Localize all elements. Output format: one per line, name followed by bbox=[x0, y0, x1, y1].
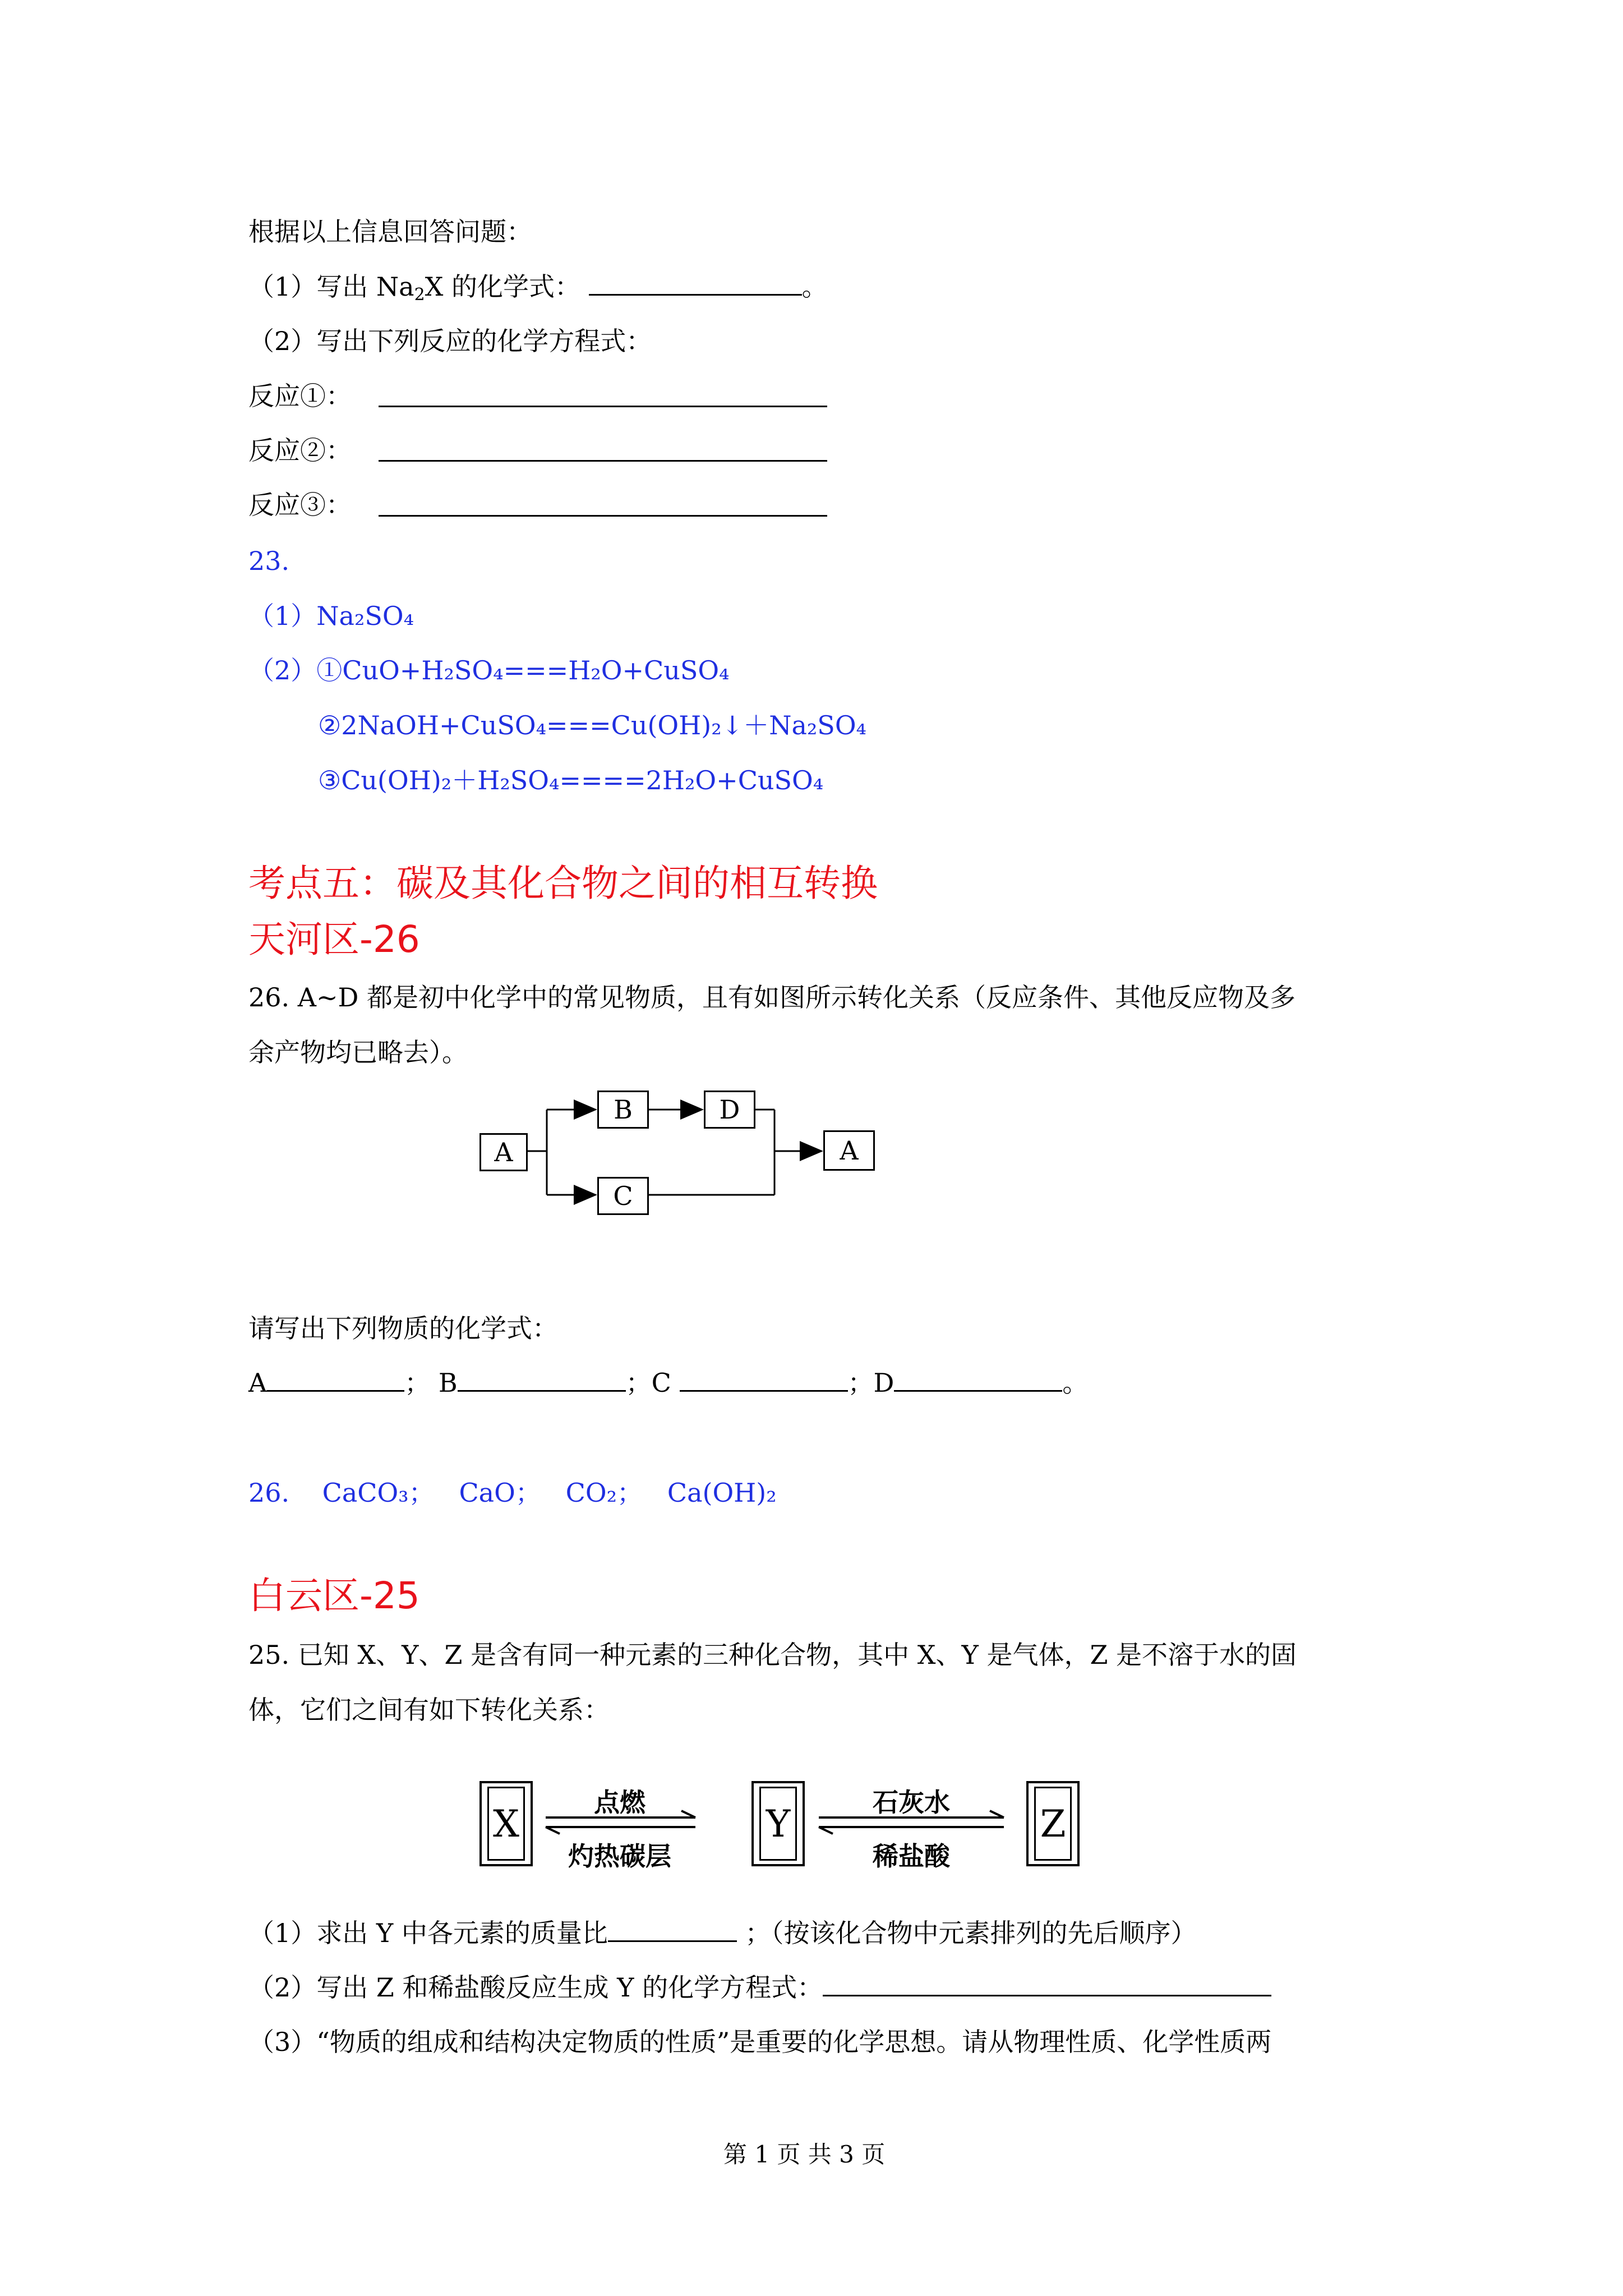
node-a-right: A bbox=[823, 1130, 875, 1171]
label-hot-carbon: 灼热碳层 bbox=[568, 1841, 671, 1871]
answer-23-part2-eq1: （2）①CuO+H₂SO₄===H₂O+CuSO₄ bbox=[248, 655, 730, 685]
node-a-left: A bbox=[479, 1133, 528, 1171]
q22-part2: （2）写出下列反应的化学方程式： bbox=[248, 326, 652, 356]
reaction-3-label: 反应③： bbox=[248, 490, 352, 520]
page-footer: 第 1 页 共 3 页 bbox=[723, 2141, 886, 2168]
q25-text-line1: 25. 已知 X、Y、Z 是含有同一种元素的三种化合物，其中 X、Y 是气体，Z 是不溶于水的固 bbox=[248, 1640, 1297, 1670]
node-d: D bbox=[704, 1091, 755, 1129]
answer-23-number: 23. bbox=[248, 546, 290, 576]
district-heading-baiyun: 白云区-25 bbox=[248, 1574, 420, 1617]
reaction-2-blank[interactable] bbox=[379, 460, 827, 462]
label-limewater: 石灰水 bbox=[873, 1787, 950, 1818]
blank-b[interactable] bbox=[458, 1368, 626, 1392]
reaction-1-label: 反应①： bbox=[248, 381, 352, 411]
node-y: Y bbox=[751, 1781, 805, 1866]
q26-text-line2: 余产物均已略去）。 bbox=[248, 1037, 468, 1068]
node-b: B bbox=[597, 1091, 649, 1129]
district-heading-tianhe: 天河区-26 bbox=[248, 918, 420, 961]
section-title: 考点五：碳及其化合物之间的相互转换 bbox=[248, 862, 878, 905]
q25-text-line2: 体，它们之间有如下转化关系： bbox=[248, 1695, 610, 1725]
node-x: X bbox=[479, 1781, 533, 1866]
reaction-1-blank[interactable] bbox=[379, 406, 827, 407]
node-c: C bbox=[597, 1177, 649, 1215]
q26-ask: 请写出下列物质的化学式： bbox=[248, 1313, 558, 1343]
node-z: Z bbox=[1026, 1781, 1080, 1866]
mass-ratio-blank[interactable] bbox=[608, 1918, 737, 1942]
answer-26: 26. CaCO₃； CaO； CO₂； Ca(OH)₂ bbox=[248, 1478, 777, 1508]
q25-part2: （2）写出 Z 和稀盐酸反应生成 Y 的化学方程式： bbox=[248, 1972, 1271, 2003]
answer-23-eq3: ③Cu(OH)₂＋H₂SO₄====2H₂O+CuSO₄ bbox=[318, 765, 824, 795]
blank-c[interactable] bbox=[680, 1368, 848, 1392]
label-ignite: 点燃 bbox=[594, 1787, 645, 1818]
label-dilute-hcl: 稀盐酸 bbox=[873, 1841, 950, 1871]
answer-23-part1: （1）Na₂SO₄ bbox=[248, 601, 414, 631]
q26-blanks: A ； B ；C ；D 。 bbox=[248, 1368, 1089, 1398]
answer-23-eq2: ②2NaOH+CuSO₄===Cu(OH)₂↓＋Na₂SO₄ bbox=[318, 710, 866, 740]
q25-part1: （1）求出 Y 中各元素的质量比 ；（按该化合物中元素排列的先后顺序） bbox=[248, 1918, 1197, 1948]
conversion-diagram-25 bbox=[479, 1775, 1096, 1876]
answer-blank[interactable] bbox=[589, 272, 802, 296]
conversion-diagram-26 bbox=[471, 1083, 886, 1228]
equation-blank[interactable] bbox=[823, 1972, 1271, 1996]
q26-text-line1: 26. A~D 都是初中化学中的常见物质，且有如图所示转化关系（反应条件、其他反应物及多 bbox=[248, 982, 1296, 1013]
reaction-2-label: 反应②： bbox=[248, 435, 352, 466]
q22-part1: （1）写出 $Na_2X$ 的化学式： 。 bbox=[248, 272, 828, 305]
reaction-3-blank[interactable] bbox=[379, 515, 827, 517]
q25-part3: （3）“物质的组成和结构决定物质的性质”是重要的化学思想。请从物理性质、化学性质两 bbox=[248, 2027, 1272, 2057]
blank-a[interactable] bbox=[267, 1368, 404, 1392]
blank-d[interactable] bbox=[894, 1368, 1062, 1392]
q22-intro: 根据以上信息回答问题： bbox=[248, 217, 532, 247]
